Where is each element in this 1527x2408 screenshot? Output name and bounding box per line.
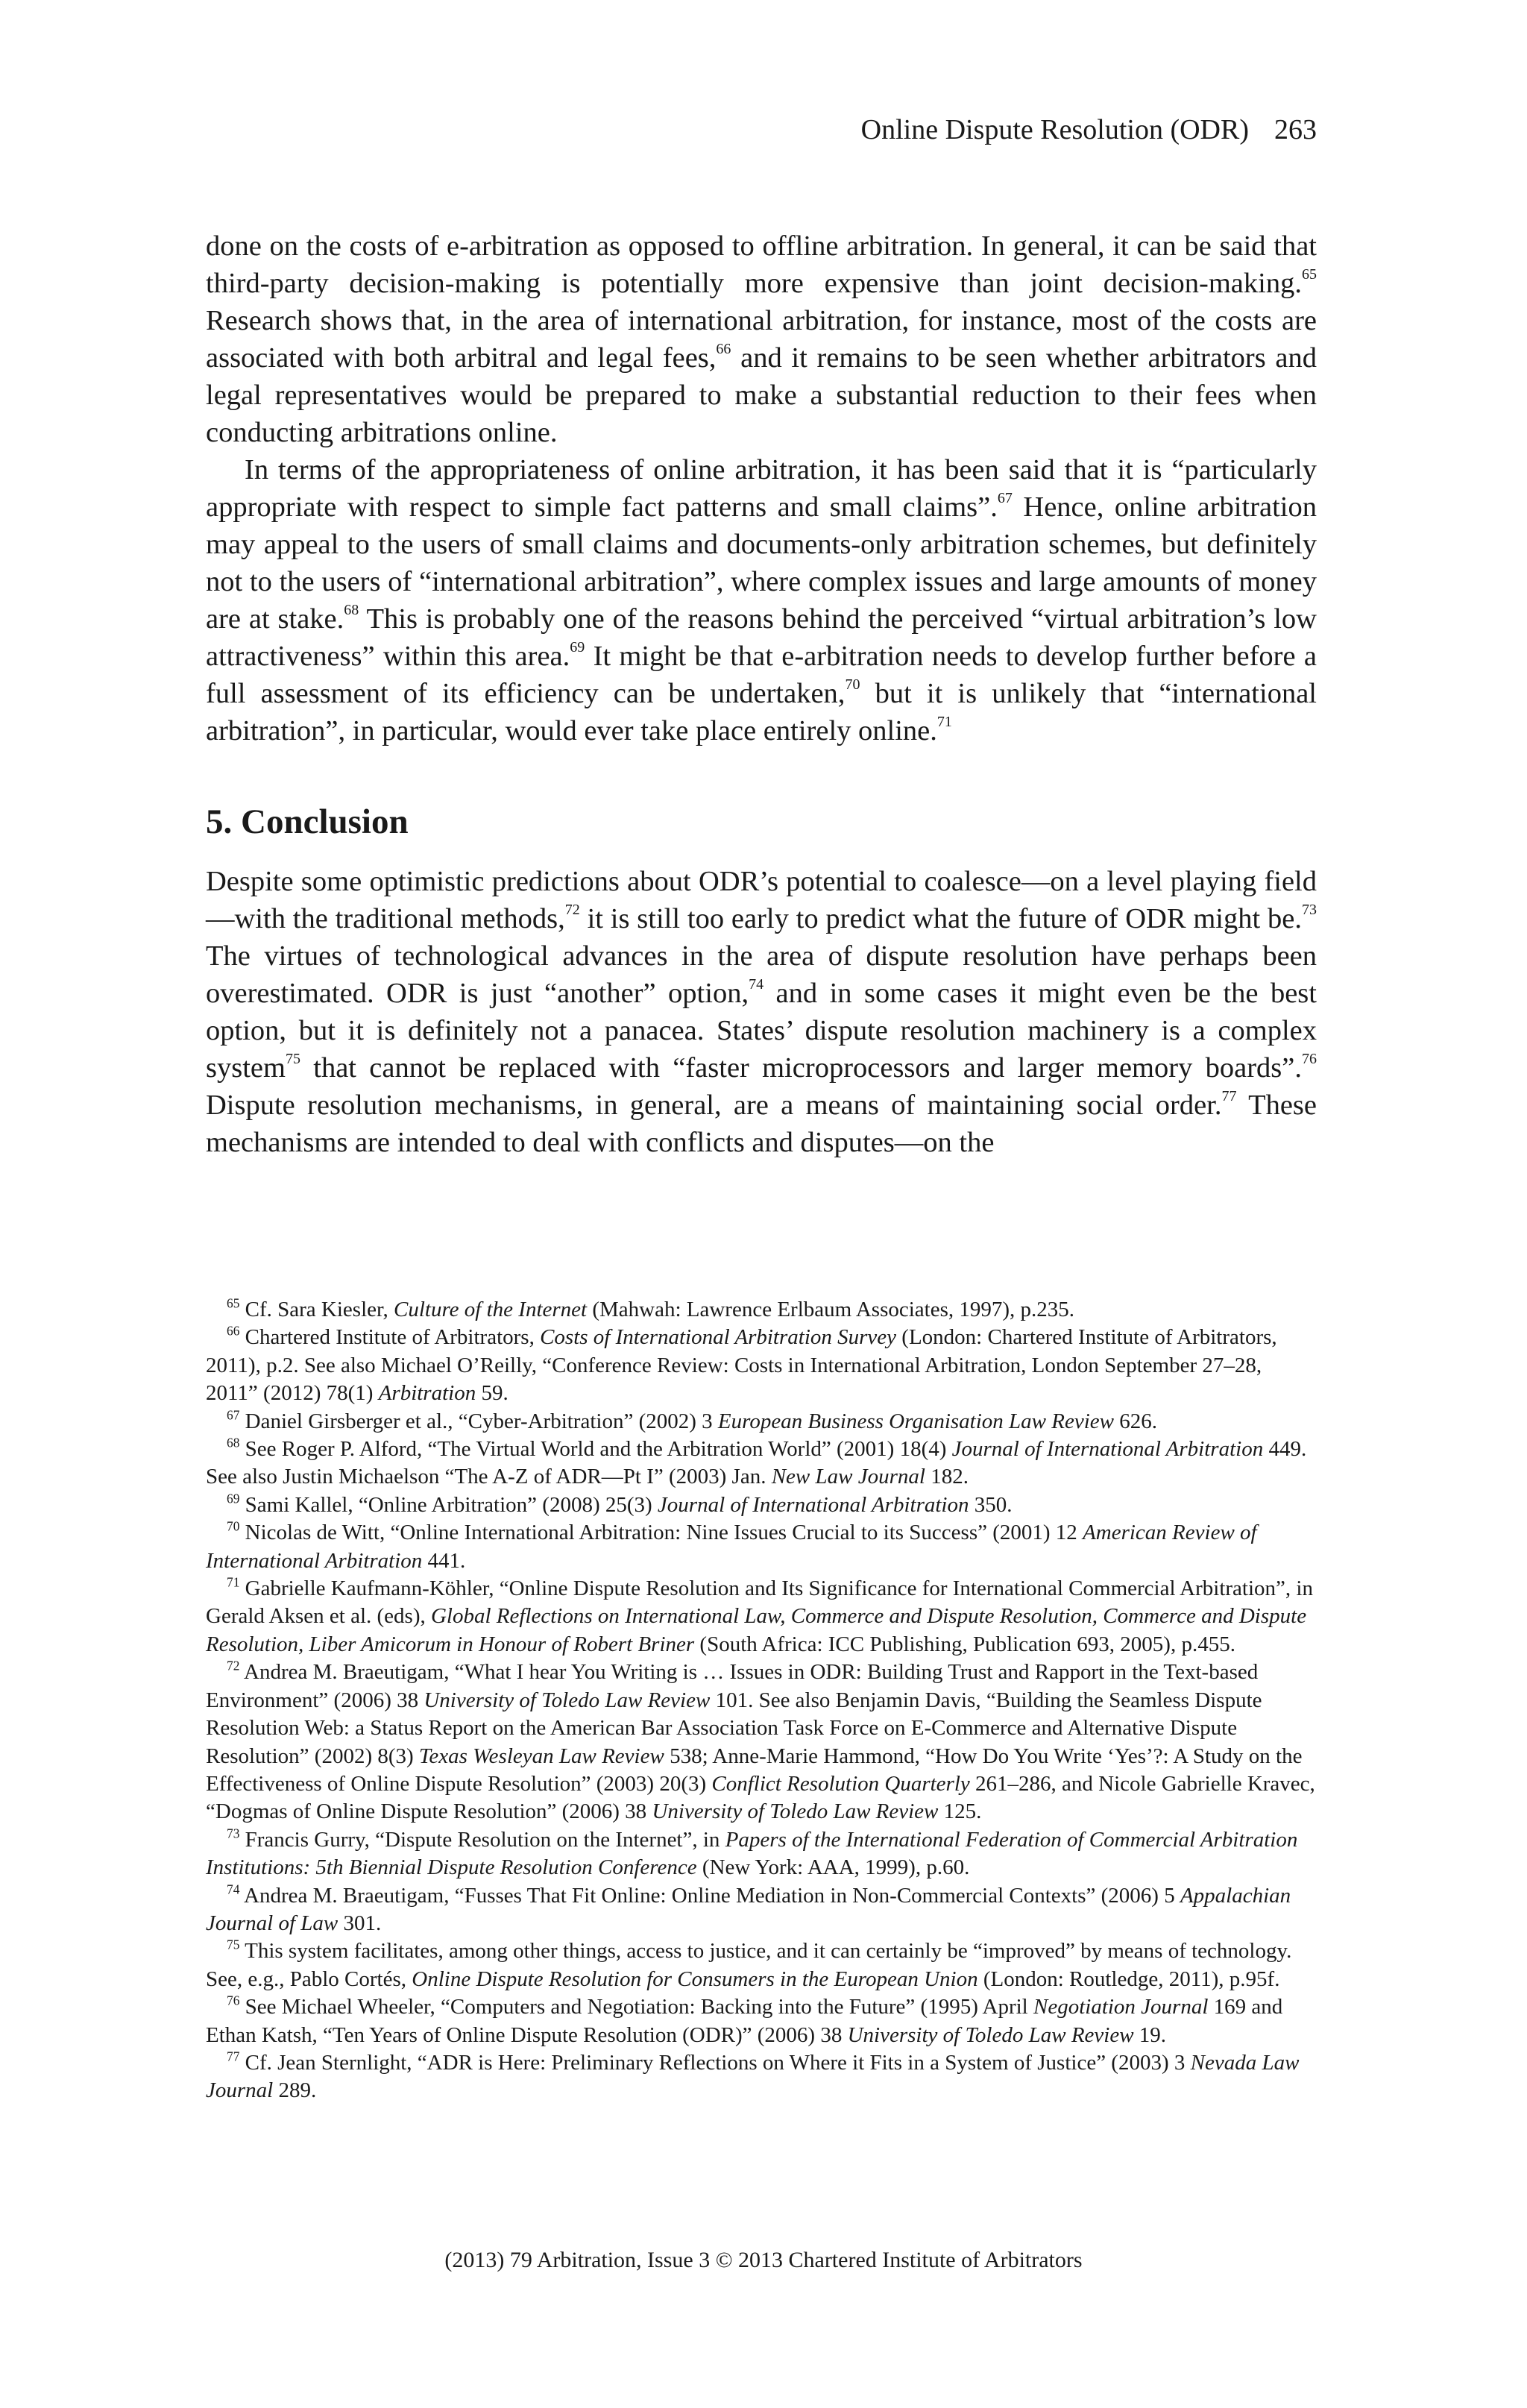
text-run: Daniel Girsberger et al., “Cyber-Arbitration” (2002) 3 bbox=[239, 1409, 718, 1433]
text-run: 125. bbox=[938, 1799, 982, 1824]
italic-title: Nevada Law Journal bbox=[206, 2050, 1300, 2103]
running-header bbox=[861, 112, 1317, 148]
text-run: The virtues of technological advances in the area of dispute resolution have perhaps been overestimated. ODR is just “another” option, bbox=[206, 940, 1317, 1009]
footnote-marker: 68 bbox=[344, 601, 359, 618]
italic-title: New Law Journal bbox=[771, 1465, 925, 1489]
italic-title: Arbitration bbox=[378, 1381, 476, 1406]
text-run: (South Africa: ICC Publishing, Publication 693, 2005), p.455. bbox=[694, 1632, 1235, 1656]
paragraph bbox=[206, 863, 1317, 1161]
text-run: 449. See also Justin Michaelson “The A-Z of ADR—Pt I” (2003) Jan. bbox=[206, 1437, 1307, 1489]
text-run: See Roger P. Alford, “The Virtual World and the Arbitration World” (2001) 18(4) bbox=[239, 1437, 952, 1462]
footnotes bbox=[206, 1296, 1317, 2105]
footnote-marker: 70 bbox=[845, 676, 860, 693]
footnote-marker: 65 bbox=[1301, 265, 1317, 283]
footnote bbox=[206, 1408, 1317, 1436]
running-header-title: Online Dispute Resolution (ODR) bbox=[860, 114, 1249, 145]
footnote bbox=[206, 1575, 1317, 1659]
page-number: 263 bbox=[1274, 114, 1317, 145]
italic-title: Texas Wesleyan Law Review bbox=[418, 1744, 664, 1768]
italic-title: Costs of International Arbitration Survey bbox=[540, 1325, 897, 1350]
text-run: (London: Routledge, 2011), p.95f. bbox=[977, 1967, 1280, 1991]
text-run: done on the costs of e-arbitration as opposed to offline arbitration. In general, it can be said that third-party decision-making is potentially more expensive than joint decision-making. bbox=[206, 230, 1317, 299]
text-run: It might be that e-arbitration needs to develop further before a full assessment of its efficiency can be undertaken, bbox=[206, 641, 1317, 709]
text-run: Gabrielle Kaufmann-Köhler, “Online Dispute Resolution and Its Significance for International Commercial Arbitration”, in Gerald Aksen et al. (eds), bbox=[206, 1576, 1313, 1629]
text-run: 101. See also Benjamin Davis, “Building the Seamless Dispute Resolution Web: a Status Report on the American Bar Association Task Force on E-Commerce and Alternative Dispute Resolution” (2002) 8(3) bbox=[206, 1688, 1262, 1768]
italic-title: University of Toledo Law Review bbox=[424, 1688, 711, 1712]
italic-title: American Review of International Arbitration bbox=[206, 1521, 1257, 1573]
text-run: (New York: AAA, 1999), p.60. bbox=[696, 1855, 970, 1880]
footnote bbox=[206, 1659, 1317, 1826]
text-run: (London: Chartered Institute of Arbitrators, 2011), p.2. See also Michael O’Reilly, “Conference Review: Costs in International Arbitration, London September 27–28, 2011” (2012) 78(1) bbox=[206, 1325, 1277, 1406]
footnote bbox=[206, 1491, 1317, 1519]
footnote bbox=[206, 1324, 1317, 1407]
footnote-marker: 75 bbox=[285, 1050, 300, 1067]
text-run: 19. bbox=[1133, 2022, 1167, 2047]
footnote-marker: 76 bbox=[227, 1993, 240, 2008]
footnote-marker: 73 bbox=[227, 1826, 240, 1841]
footnote bbox=[206, 1519, 1317, 1575]
footnote-marker: 67 bbox=[997, 489, 1013, 506]
text-run: and it remains to be seen whether arbitrators and legal representatives would be prepared to make a substantial reduction to their fees when conducting arbitrations online. bbox=[206, 342, 1317, 448]
italic-title: Journal of International Arbitration bbox=[951, 1437, 1264, 1462]
italic-title: Negotiation Journal bbox=[1033, 1995, 1209, 2019]
italic-title: Culture of the Internet bbox=[394, 1298, 588, 1321]
text-run: 182. bbox=[925, 1465, 969, 1489]
section-heading: 5. Conclusion bbox=[206, 802, 409, 841]
footnote-marker: 74 bbox=[227, 1882, 240, 1897]
text-run: In terms of the appropriateness of online arbitration, it has been said that it is “particularly appropriate with respect to simple fact patterns and small claims”. bbox=[206, 454, 1317, 523]
footnote-marker: 72 bbox=[227, 1658, 240, 1673]
text-run: This is probably one of the reasons behind the perceived “virtual arbitration’s low attractiveness” within this area. bbox=[206, 603, 1317, 672]
italic-title: Papers of the International Federation of Commercial Arbitration Institutions: 5th Biennial Dispute Resolution Conference bbox=[206, 1827, 1298, 1880]
italic-title: Online Dispute Resolution for Consumers in the European Union bbox=[412, 1967, 978, 1991]
text-run: See Michael Wheeler, “Computers and Negotiation: Backing into the Future” (1995) April bbox=[239, 1995, 1033, 2019]
footnote-marker: 68 bbox=[227, 1435, 240, 1450]
text-run: Francis Gurry, “Dispute Resolution on the Internet”, in bbox=[239, 1827, 725, 1852]
text-run: 626. bbox=[1114, 1409, 1157, 1433]
footnote-marker: 75 bbox=[227, 1937, 240, 1953]
italic-title: European Business Organisation Law Review bbox=[717, 1409, 1114, 1433]
italic-title: Global Reflections on International Law, Commerce and Dispute Resolution, Commerce and Dispute Resolution, Liber Amicorum in Honour of Robert Briner bbox=[206, 1604, 1307, 1656]
text-run: These mechanisms are intended to deal with conflicts and disputes—on the bbox=[206, 1090, 1317, 1158]
paragraph bbox=[206, 451, 1317, 749]
main-text bbox=[206, 227, 1317, 1161]
text-run: 301. bbox=[338, 1911, 382, 1935]
footnote-marker: 71 bbox=[227, 1574, 240, 1590]
footnote-marker: 72 bbox=[564, 901, 580, 918]
text-run: Cf. Sara Kiesler, bbox=[239, 1298, 394, 1321]
footnote bbox=[206, 1436, 1317, 1491]
footnote-marker: 77 bbox=[227, 2049, 240, 2064]
footnote bbox=[206, 1826, 1317, 1882]
italic-title: University of Toledo Law Review bbox=[652, 1799, 939, 1824]
footnote-marker: 67 bbox=[227, 1407, 240, 1423]
text-run: Nicolas de Witt, “Online International Arbitration: Nine Issues Crucial to its Success” (2001) 12 bbox=[239, 1521, 1083, 1545]
footnote-marker: 74 bbox=[749, 975, 764, 993]
footnote-marker: 69 bbox=[227, 1491, 240, 1506]
footnote bbox=[206, 1993, 1317, 2049]
italic-title: Appalachian Journal of Law bbox=[206, 1883, 1291, 1935]
text-run: This system facilitates, among other things, access to justice, and it can certainly be “improved” by means of technology. See, e.g., Pablo Cortés, bbox=[206, 1939, 1292, 1991]
text-run: 261–286, and Nicole Gabrielle Kravec, “Dogmas of Online Dispute Resolution” (2006) 38 bbox=[206, 1771, 1315, 1824]
footnote-marker: 70 bbox=[227, 1518, 240, 1534]
text-run: it is still too early to predict what the future of ODR might be. bbox=[579, 903, 1302, 934]
text-run: (Mahwah: Lawrence Erlbaum Associates, 1997), p.235. bbox=[587, 1298, 1075, 1321]
text-run: Research shows that, in the area of international arbitration, for instance, most of the costs are associated with both arbitral and legal fees, bbox=[206, 305, 1317, 374]
footnote-marker: 77 bbox=[1221, 1087, 1237, 1104]
text-run: 289. bbox=[273, 2078, 317, 2103]
text-run: that cannot be replaced with “faster microprocessors and larger memory boards”. bbox=[300, 1052, 1302, 1084]
footnote-marker: 73 bbox=[1301, 901, 1317, 918]
paragraph bbox=[206, 227, 1317, 451]
footnote bbox=[206, 1882, 1317, 1938]
text-run: Dispute resolution mechanisms, in general, are a means of maintaining social order. bbox=[206, 1090, 1222, 1121]
text-run: Andrea M. Braeutigam, “Fusses That Fit Online: Online Mediation in Non-Commercial Contexts” (2006) 5 bbox=[239, 1883, 1180, 1908]
text-run: Despite some optimistic predictions about ODR’s potential to coalesce—on a level playing field—with the traditional methods, bbox=[206, 866, 1317, 934]
footnote-marker: 76 bbox=[1301, 1050, 1317, 1067]
footnote bbox=[206, 2049, 1317, 2105]
footnote bbox=[206, 1937, 1317, 1993]
italic-title: Journal of International Arbitration bbox=[657, 1492, 969, 1517]
text-run: 350. bbox=[969, 1492, 1013, 1517]
text-run: Chartered Institute of Arbitrators, bbox=[239, 1325, 541, 1350]
text-run: 59. bbox=[476, 1381, 509, 1406]
page-footer: (2013) 79 Arbitration, Issue 3 © 2013 Chartered Institute of Arbitrators bbox=[444, 2248, 1083, 2272]
text-run: and in some cases it might even be the best option, but it is definitely not a panacea. States’ dispute resolution machinery is a complex system bbox=[206, 978, 1317, 1084]
text-run: Andrea M. Braeutigam, “What I hear You Writing is … Issues in ODR: Building Trust and Rapport in the Text-based Environment” (2006) 38 bbox=[206, 1660, 1259, 1712]
footnote-marker: 69 bbox=[570, 638, 585, 656]
text-run: Cf. Jean Sternlight, “ADR is Here: Preliminary Reflections on Where it Fits in a System of Justice” (2003) 3 bbox=[239, 2050, 1191, 2075]
text-run: but it is unlikely that “international arbitration”, in particular, would ever take place entirely online. bbox=[206, 678, 1317, 746]
text-run: 441. bbox=[422, 1548, 466, 1573]
footnote-marker: 66 bbox=[227, 1324, 240, 1339]
footnote-marker: 65 bbox=[227, 1295, 240, 1311]
text-run: Hence, online arbitration may appeal to the users of small claims and documents-only arbitration schemes, but definitely not to the users of “international arbitration”, where complex issues and large amounts of money are at stake. bbox=[206, 491, 1317, 635]
footnote bbox=[206, 1296, 1317, 1324]
text-run: Sami Kallel, “Online Arbitration” (2008) 25(3) bbox=[239, 1492, 658, 1517]
italic-title: University of Toledo Law Review bbox=[847, 2022, 1134, 2047]
footnote-marker: 66 bbox=[716, 340, 731, 357]
footnote-marker: 71 bbox=[936, 713, 952, 730]
text-run: 538; Anne-Marie Hammond, “How Do You Write ‘Yes’?: A Study on the Effectiveness of Online Dispute Resolution” (2003) 20(3) bbox=[206, 1744, 1303, 1796]
italic-title: Conflict Resolution Quarterly bbox=[711, 1771, 970, 1796]
text-run: 169 and Ethan Katsh, “Ten Years of Online Dispute Resolution (ODR)” (2006) 38 bbox=[206, 1995, 1283, 2047]
